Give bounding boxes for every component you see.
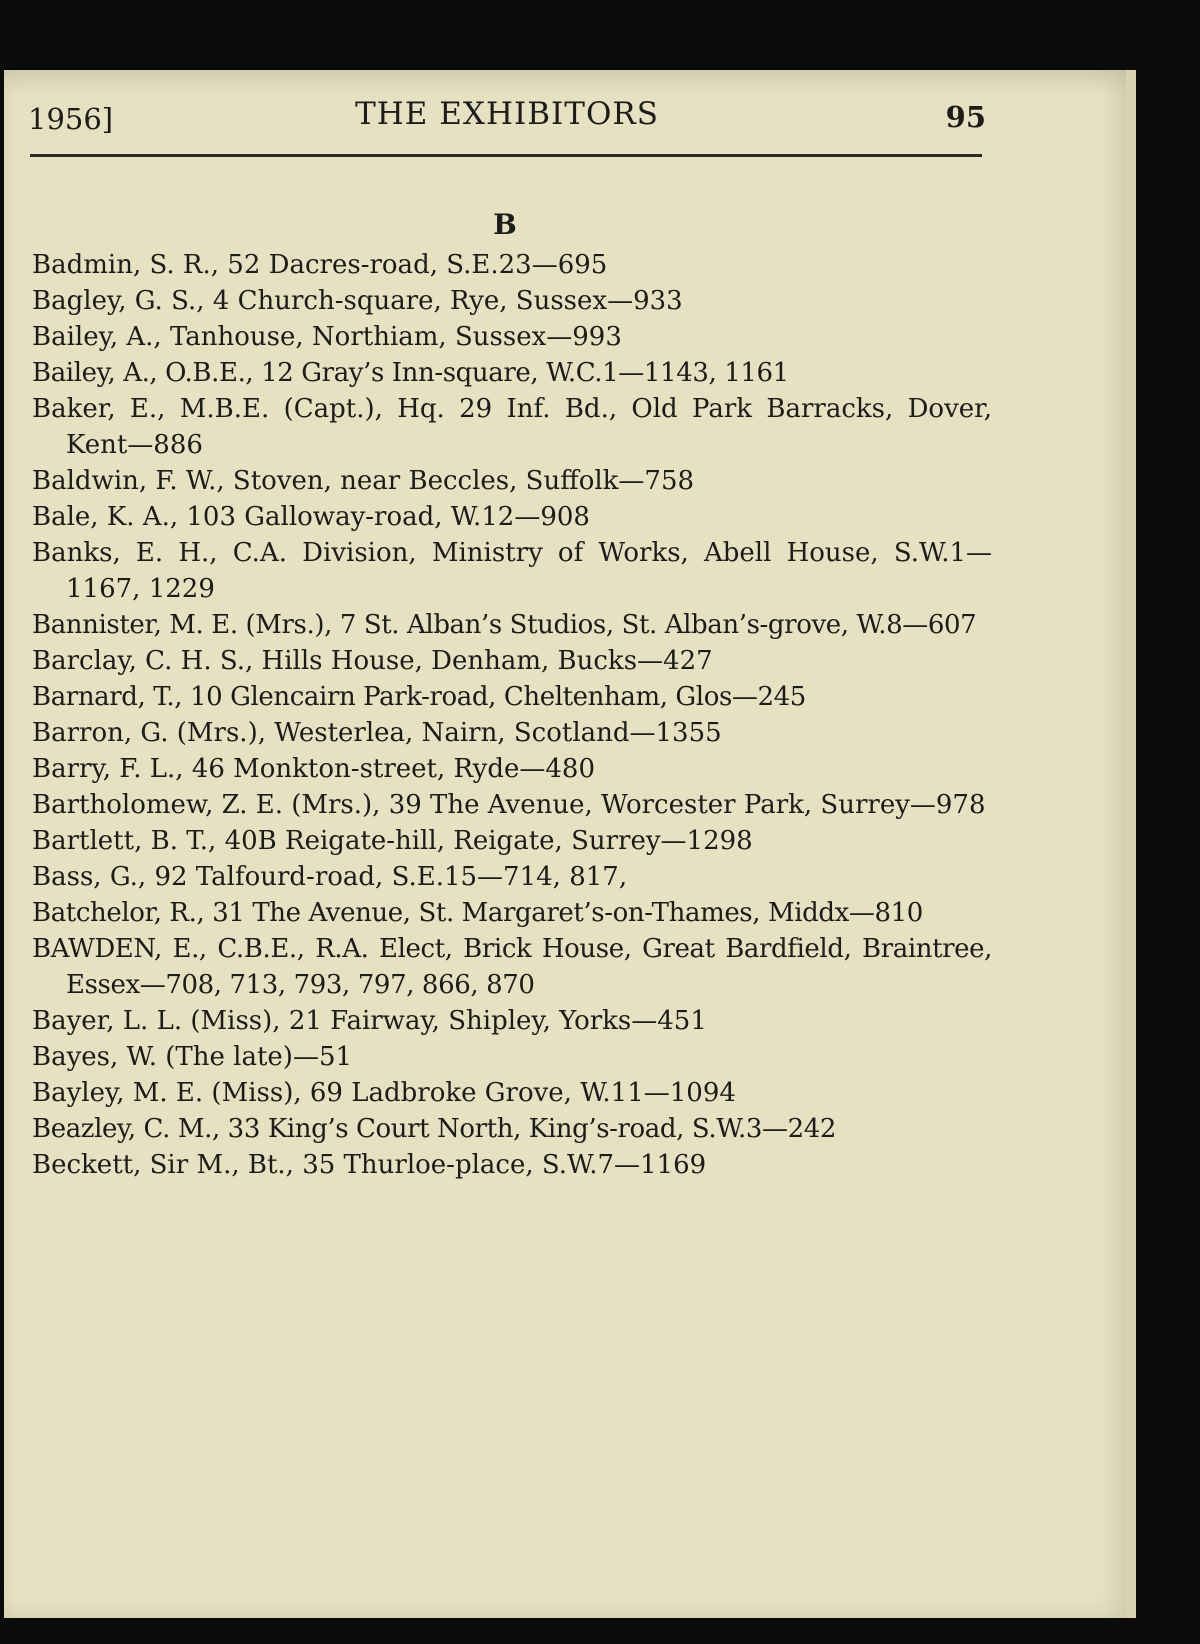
exhibitor-entry: Banks, E. H., C.A. Division, Ministry of Works, Abell House, S.W.1—1167, 1229: [32, 538, 992, 604]
exhibitor-entry: Bartholomew, Z. E. (Mrs.), 39 The Avenue, Worcester Park, Surrey—978: [32, 790, 986, 820]
exhibitor-entry: Bayer, L. L. (Miss), 21 Fairway, Shipley, Yorks—451: [32, 1006, 707, 1036]
exhibitor-entry: Barron, G. (Mrs.), Westerlea, Nairn, Scotland—1355: [32, 718, 722, 748]
running-header: [28, 96, 986, 142]
exhibitor-entry: Beazley, C. M., 33 King’s Court North, King’s-road, S.W.3—242: [32, 1114, 837, 1144]
section-letter: B: [493, 208, 517, 241]
exhibitor-entry: Badmin, S. R., 52 Dacres-road, S.E.23—695: [32, 250, 608, 280]
exhibitor-entry: Bale, K. A., 103 Galloway-road, W.12—908: [32, 502, 590, 532]
header-title: THE EXHIBITORS: [355, 96, 659, 132]
page-edge: [1126, 70, 1136, 1618]
exhibitor-entry: Barnard, T., 10 Glencairn Park-road, Cheltenham, Glos—245: [32, 682, 806, 712]
header-rule: [30, 154, 982, 157]
exhibitor-entry: Beckett, Sir M., Bt., 35 Thurloe-place, S.W.7—1169: [32, 1150, 707, 1180]
exhibitor-list: [32, 247, 992, 1183]
exhibitor-entry: Bailey, A., Tanhouse, Northiam, Sussex—993: [32, 322, 622, 352]
exhibitor-entry: Baker, E., M.B.E. (Capt.), Hq. 29 Inf. Bd., Old Park Barracks, Dover, Kent—886: [32, 394, 992, 460]
exhibitor-entry: Bagley, G. S., 4 Church-square, Rye, Sussex—933: [32, 286, 683, 316]
exhibitor-entry: Bailey, A., O.B.E., 12 Gray’s Inn-square, W.C.1—1143, 1161: [32, 358, 789, 388]
exhibitor-entry: Baldwin, F. W., Stoven, near Beccles, Suffolk—758: [32, 466, 695, 496]
exhibitor-entry: Barclay, C. H. S., Hills House, Denham, Bucks—427: [32, 646, 713, 676]
exhibitor-entry: Bayes, W. (The late)—51: [32, 1042, 353, 1072]
exhibitor-entry: Bartlett, B. T., 40B Reigate-hill, Reigate, Surrey—1298: [32, 826, 753, 856]
header-year: 1956]: [28, 102, 114, 136]
exhibitor-entry: Batchelor, R., 31 The Avenue, St. Margaret’s-on-Thames, Middx—810: [32, 898, 923, 928]
exhibitor-entry: Barry, F. L., 46 Monkton-street, Ryde—480: [32, 754, 595, 784]
exhibitor-entry: BAWDEN, E., C.B.E., R.A. Elect, Brick House, Great Bardfield, Braintree, Essex—708, 713, 793, 797, 866, 870: [32, 934, 992, 1000]
exhibitor-entry: Bayley, M. E. (Miss), 69 Ladbroke Grove, W.11—1094: [32, 1078, 736, 1108]
exhibitor-entry: Bass, G., 92 Talfourd-road, S.E.15—714, 817,: [32, 862, 628, 892]
page-number: 95: [945, 100, 986, 134]
exhibitor-entry: Bannister, M. E. (Mrs.), 7 St. Alban’s Studios, St. Alban’s-grove, W.8—607: [32, 610, 977, 640]
